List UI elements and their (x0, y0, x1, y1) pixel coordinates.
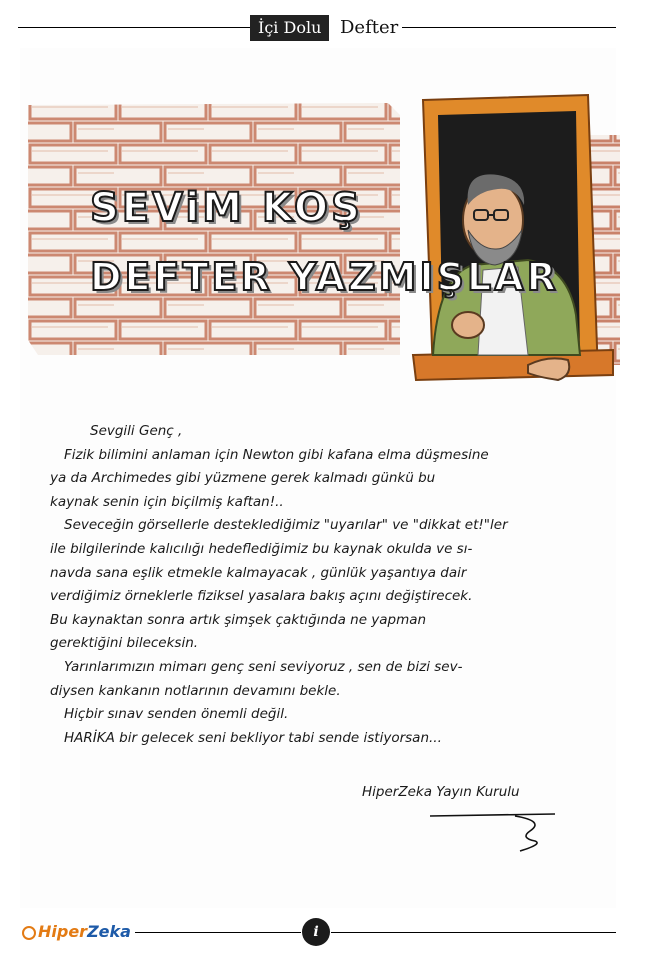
letter-line: kaynak senin için biçilmiş kaftan!.. (50, 493, 284, 510)
letter-line: ile bilgilerinde kalıcılığı hedeflediğimiz bu kaynak okulda ve sı- (50, 540, 473, 557)
handwritten-signature (425, 806, 565, 856)
illustration-title-line1: SEViM KOŞ (90, 185, 363, 231)
letter-line: HARİKA bir gelecek seni bekliyor tabi sende istiyorsan... (64, 729, 442, 746)
letter-line: Seveceğin görsellerle desteklediğimiz "uyarılar" ve "dikkat et!"ler (64, 517, 508, 534)
signature-name: HiperZeka Yayın Kurulu (362, 784, 520, 800)
section-title: Defter (340, 17, 399, 38)
cover-illustration (28, 55, 620, 385)
letter-line: Bu kaynaktan sonra artık şimşek çaktığında ne yapman (50, 611, 427, 628)
section-tag: İçi Dolu (250, 15, 329, 41)
letter-line: gerektiğini bileceksin. (50, 635, 199, 652)
logo-ring-icon (22, 926, 36, 940)
page-header (0, 0, 649, 48)
page-number: i (302, 918, 330, 946)
letter-line: Hiçbir sınav senden önemli değil. (64, 706, 289, 723)
letter-line: ya da Archimedes gibi yüzmene gerek kalmadı günkü bu (50, 470, 436, 487)
publisher-logo: HiperZeka (22, 921, 131, 943)
page-footer (0, 915, 649, 955)
header-rule-right (402, 27, 616, 28)
letter-line: navda sana eşlik etmekle kalmayacak , günlük yaşantıya dair (50, 564, 467, 581)
letter-line: Yarınlarımızın mimarı genç seni seviyoruz , sen de bizi sev- (64, 658, 463, 675)
illustration-title-line2: DEFTER YAZMIŞLAR (90, 255, 559, 299)
header-rule-left (18, 27, 250, 28)
footer-rule-left (135, 932, 301, 933)
letter-line: diysen kankanın notlarının devamını bekle. (50, 682, 341, 699)
letter-line: verdiğimiz örneklerle fiziksel yasalara bakış açını değiştirecek. (50, 588, 473, 605)
letter-greeting: Sevgili Genç , (90, 423, 183, 439)
letter-body (50, 420, 590, 750)
footer-rule-right (331, 932, 616, 933)
letter-line: Fizik bilimini anlaman için Newton gibi kafana elma düşmesine (64, 446, 489, 463)
